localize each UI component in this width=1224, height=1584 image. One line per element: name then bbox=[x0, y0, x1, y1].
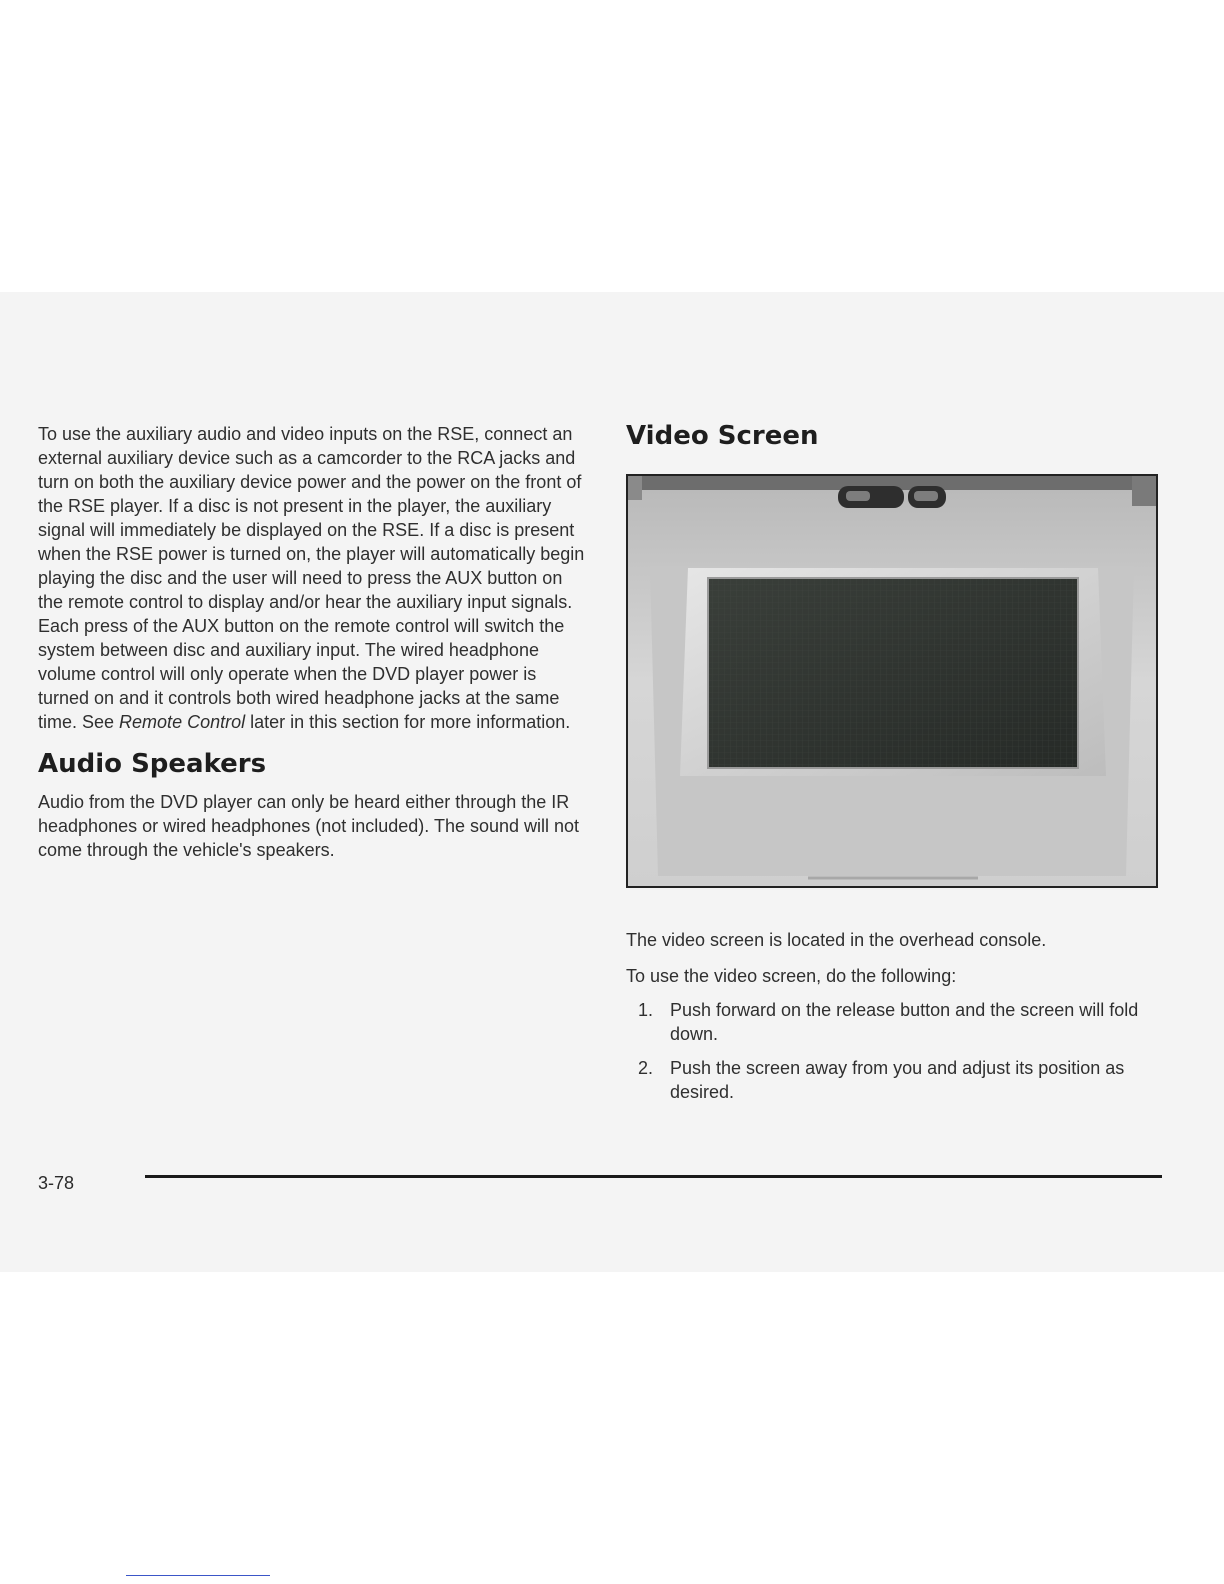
video-screen-figure bbox=[626, 474, 1158, 888]
video-location-paragraph: The video screen is located in the overhead console. bbox=[626, 930, 1047, 950]
list-item bbox=[636, 998, 1166, 1046]
remote-control-reference: Remote Control bbox=[119, 712, 246, 732]
video-screen-heading: Video Screen bbox=[626, 421, 819, 451]
video-steps-list bbox=[636, 998, 1166, 1114]
step-number: 2. bbox=[638, 1058, 654, 1078]
aux-text-part-2: later in this section for more information. bbox=[245, 712, 571, 732]
page-number: 3-78 bbox=[38, 1173, 75, 1193]
list-item bbox=[636, 1056, 1166, 1104]
audio-speakers-paragraph: Audio from the DVD player can only be heard either through the IR headphones or wired headphones (not included). The sound will not come through the vehicle's speakers. bbox=[38, 792, 580, 860]
aux-inputs-paragraph bbox=[38, 422, 590, 734]
step-text: Push the screen away from you and adjust its position as desired. bbox=[670, 1058, 1125, 1102]
left-column bbox=[38, 422, 590, 862]
audio-speakers-heading: Audio Speakers bbox=[38, 749, 267, 779]
right-column-heading-wrap bbox=[626, 420, 1166, 452]
release-button-icon bbox=[838, 486, 946, 508]
video-screen-illustration bbox=[628, 476, 1156, 886]
link-underline bbox=[126, 1575, 270, 1576]
footer-rule bbox=[145, 1175, 1162, 1178]
step-number: 1. bbox=[638, 1000, 654, 1020]
aux-text-part-1: To use the auxiliary audio and video inputs on the RSE, connect an external auxiliary device such as a camcorder to the RCA jacks and turn on both the auxiliary device power and the power on the front of the RSE player. If a disc is not present in the player, the auxiliary signal will immediately be displayed on the RSE. If a disc is present when the RSE power is turned on, the player will automatically begin playing the disc and the user will need to press the AUX button on the remote control to display and/or hear the auxiliary input signals. Each press of the AUX button on the remote control will switch the system between disc and auxiliary input. The wired headphone volume control will only operate when the DVD player power is turned on and it controls both wired headphone jacks at the same time. See bbox=[38, 424, 585, 732]
video-instructions-intro: To use the video screen, do the following: bbox=[626, 966, 957, 986]
step-text: Push forward on the release button and the screen will fold down. bbox=[670, 1000, 1139, 1044]
